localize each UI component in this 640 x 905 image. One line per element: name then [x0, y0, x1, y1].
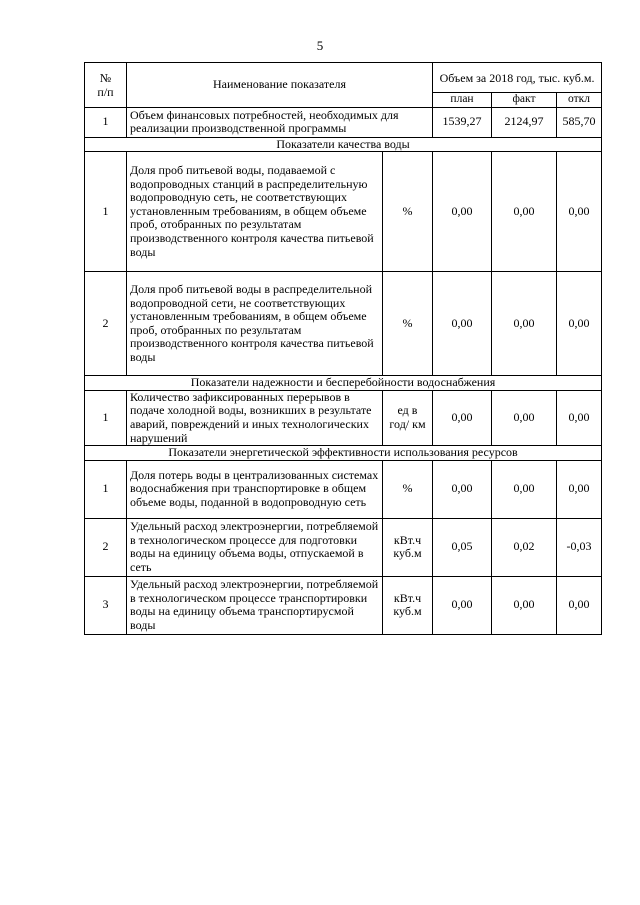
row-unit: %: [383, 152, 433, 272]
header-name: Наименование показателя: [127, 63, 433, 108]
header-dev: откл: [557, 93, 602, 108]
row-dev: 0,00: [557, 460, 602, 518]
indicators-table: [84, 62, 602, 635]
row-name: Количество зафиксированных перерывов в подаче холодной воды, возникших в результате аварий, повреждений и иных технологических нарушений: [127, 390, 383, 445]
row-name: Доля потерь воды в централизованных системах водоснабжения при транспортировке в общем объеме воды, поданной в водопроводную сеть: [127, 460, 383, 518]
row-plan: 0,00: [433, 390, 492, 445]
row-unit: %: [383, 460, 433, 518]
table-row: [85, 460, 602, 518]
table-row: [85, 272, 602, 376]
row-num: 2: [85, 518, 127, 576]
row-num: 1: [85, 107, 127, 137]
row-plan: 1539,27: [433, 107, 492, 137]
header-num: № п/п: [85, 63, 127, 108]
section-title: Показатели качества воды: [85, 137, 602, 152]
row-dev: 0,00: [557, 390, 602, 445]
row-num: 1: [85, 152, 127, 272]
row-unit: %: [383, 272, 433, 376]
page-number: 5: [316, 38, 324, 53]
row-fact: 2124,97: [492, 107, 557, 137]
row-unit: кВт.ч куб.м: [383, 518, 433, 576]
row-plan: 0,00: [433, 460, 492, 518]
row-unit: ед в год/ км: [383, 390, 433, 445]
row-dev: 0,00: [557, 152, 602, 272]
row-num: 1: [85, 460, 127, 518]
section-header-row: [85, 376, 602, 391]
section-header-row: [85, 137, 602, 152]
table-row: [85, 107, 602, 137]
section-title: Показатели надежности и бесперебойности водоснабжения: [85, 376, 602, 391]
row-name: Доля проб питьевой воды, подаваемой с водопроводных станций в распределительную водопроводную сеть, не соответствующих установленным требованиям, в общем объеме проб, отобранных по результатам производственного контроля качества питьевой воды: [127, 152, 383, 272]
row-plan: 0,00: [433, 272, 492, 376]
row-dev: 0,00: [557, 272, 602, 376]
row-fact: 0,00: [492, 576, 557, 634]
table-row: [85, 152, 602, 272]
row-fact: 0,00: [492, 272, 557, 376]
row-name: Удельный расход электроэнергии, потребляемой в технологическом процессе транспортировки воды на единицу объема транспортирусмой воды: [127, 576, 383, 634]
row-plan: 0,00: [433, 152, 492, 272]
row-name: Объем финансовых потребностей, необходимых для реализации производственной программы: [127, 107, 433, 137]
row-name: Удельный расход электроэнергии, потребляемой в технологическом процессе для подготовки воды на единицу объема воды, отпускаемой в сеть: [127, 518, 383, 576]
row-dev: -0,03: [557, 518, 602, 576]
header-row: [85, 63, 602, 93]
section-header-row: [85, 446, 602, 461]
section-title: Показатели энергетической эффективности использования ресурсов: [85, 446, 602, 461]
table-row: [85, 518, 602, 576]
row-plan: 0,00: [433, 576, 492, 634]
row-plan: 0,05: [433, 518, 492, 576]
row-fact: 0,00: [492, 152, 557, 272]
header-volume: Объем за 2018 год, тыс. куб.м.: [433, 63, 602, 93]
row-num: 1: [85, 390, 127, 445]
row-unit: кВт.ч куб.м: [383, 576, 433, 634]
row-fact: 0,00: [492, 390, 557, 445]
header-fact: факт: [492, 93, 557, 108]
row-dev: 0,00: [557, 576, 602, 634]
table-row: [85, 576, 602, 634]
row-num: 2: [85, 272, 127, 376]
row-fact: 0,00: [492, 460, 557, 518]
row-dev: 585,70: [557, 107, 602, 137]
row-num: 3: [85, 576, 127, 634]
header-plan: план: [433, 93, 492, 108]
row-name: Доля проб питьевой воды в распределительной водопроводной сети, не соответствующих установленным требованиям, в общем объеме проб, отобранных по результатам производственного контроля качества питьевой воды: [127, 272, 383, 376]
table-row: [85, 390, 602, 445]
row-fact: 0,02: [492, 518, 557, 576]
